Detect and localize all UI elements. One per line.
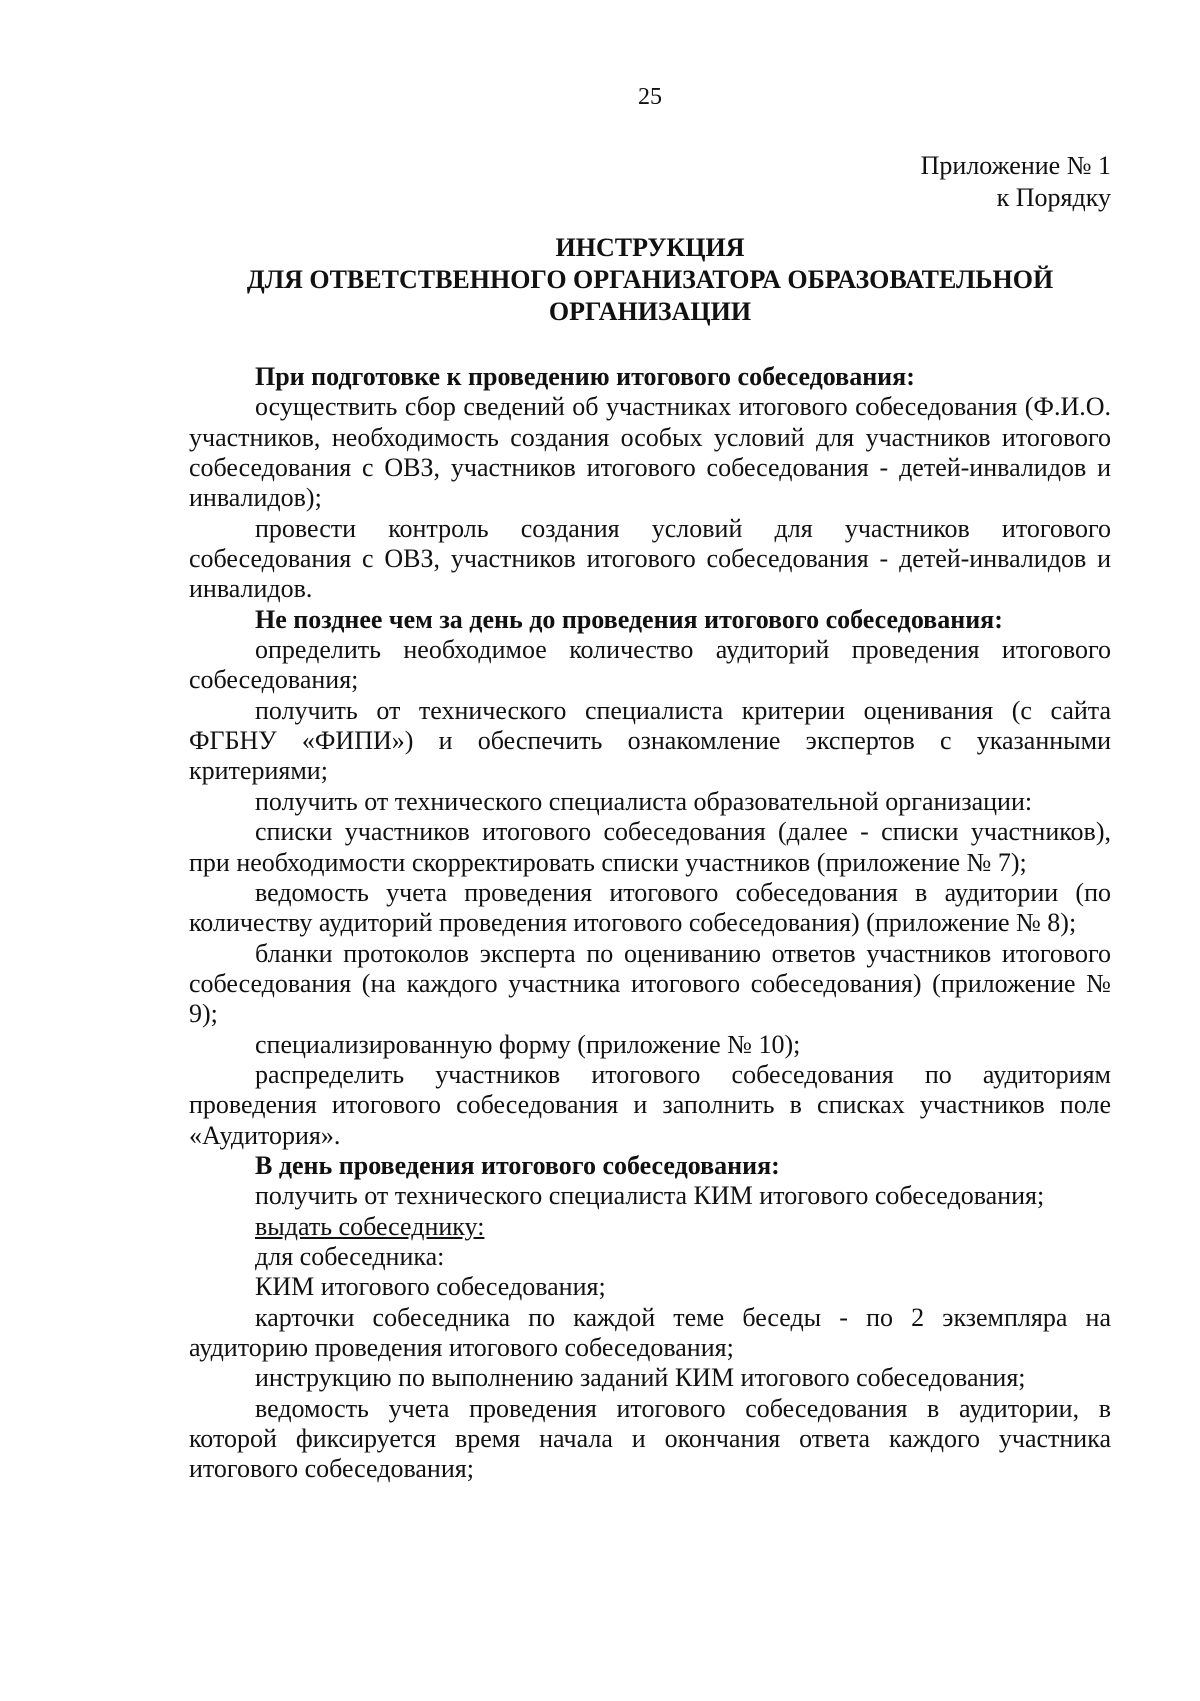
section-heading-exam-day: В день проведения итогового собеседования: (255, 1150, 780, 1180)
paragraph: получить от технического специалиста КИМ итогового собеседования; (255, 1181, 1045, 1211)
paragraph: осуществить сбор сведений об участниках итогового собеседования (Ф.И.О. участников, необходимость создания особых условий для участников итогового собеседования с ОВЗ, участников итогового собеседования - детей-инвалидов и инвалидов); (189, 392, 1111, 513)
paragraph: бланки протоколов эксперта по оцениванию ответов участников итогового собеседования (на каждого участника итогового собеседования) (приложение № 9); (189, 938, 1111, 1029)
paragraph: провести контроль создания условий для участников итогового собеседования с ОВЗ, участников итогового собеседования - детей-инвалидов и инвалидов. (189, 513, 1111, 604)
paragraph: КИМ итогового собеседования; (255, 1272, 606, 1302)
appendix-reference (921, 150, 1111, 214)
paragraph: инструкцию по выполнению заданий КИМ итогового собеседования; (255, 1363, 1026, 1393)
appendix-line-2: к Порядку (996, 183, 1111, 212)
page-number: 25 (638, 84, 662, 110)
title-line-3: ОРГАНИЗАЦИИ (548, 297, 752, 326)
paragraph: списки участников итогового собеседования (далее - списки участников), при необходимости скорректировать списки участников (приложение № 7); (189, 817, 1111, 877)
section-heading-day-before: Не позднее чем за день до проведения итогового собеседования: (255, 604, 1003, 634)
document-body (189, 362, 1111, 1485)
paragraph: получить от технического специалиста образовательной организации: (255, 786, 1033, 816)
section-heading-preparation: При подготовке к проведению итогового собеседования: (255, 362, 915, 391)
underlined-paragraph (189, 1212, 1111, 1242)
title-line-2: ДЛЯ ОТВЕТСТВЕННОГО ОРГАНИЗАТОРА ОБРАЗОВАТЕЛЬНОЙ (246, 265, 1054, 294)
title-line-1: ИНСТРУКЦИЯ (555, 233, 745, 262)
paragraph: определить необходимое количество аудиторий проведения итогового собеседования; (189, 635, 1111, 695)
underlined-text: выдать собеседнику: (255, 1211, 485, 1241)
appendix-line-1: Приложение № 1 (920, 151, 1111, 180)
paragraph: распределить участников итогового собеседования по аудиториям проведения итогового собеседования и заполнить в списках участников поле «Аудитория». (189, 1059, 1111, 1150)
paragraph: ведомость учета проведения итогового собеседования в аудитории, в которой фиксируется время начала и окончания ответа каждого участника итогового собеседования; (189, 1393, 1111, 1484)
paragraph: получить от технического специалиста критерии оценивания (с сайта ФГБНУ «ФИПИ») и обеспечить ознакомление экспертов с указанными критериями; (189, 695, 1111, 786)
document-title (189, 232, 1111, 328)
paragraph: для собеседника: (255, 1241, 445, 1271)
paragraph: ведомость учета проведения итогового собеседования в аудитории (по количеству аудиторий проведения итогового собеседования) (приложение № 8); (189, 877, 1111, 938)
paragraph: специализированную форму (приложение № 10); (255, 1029, 801, 1059)
paragraph: карточки собеседника по каждой теме беседы - по 2 экземпляра на аудиторию проведения итогового собеседования; (189, 1302, 1111, 1362)
